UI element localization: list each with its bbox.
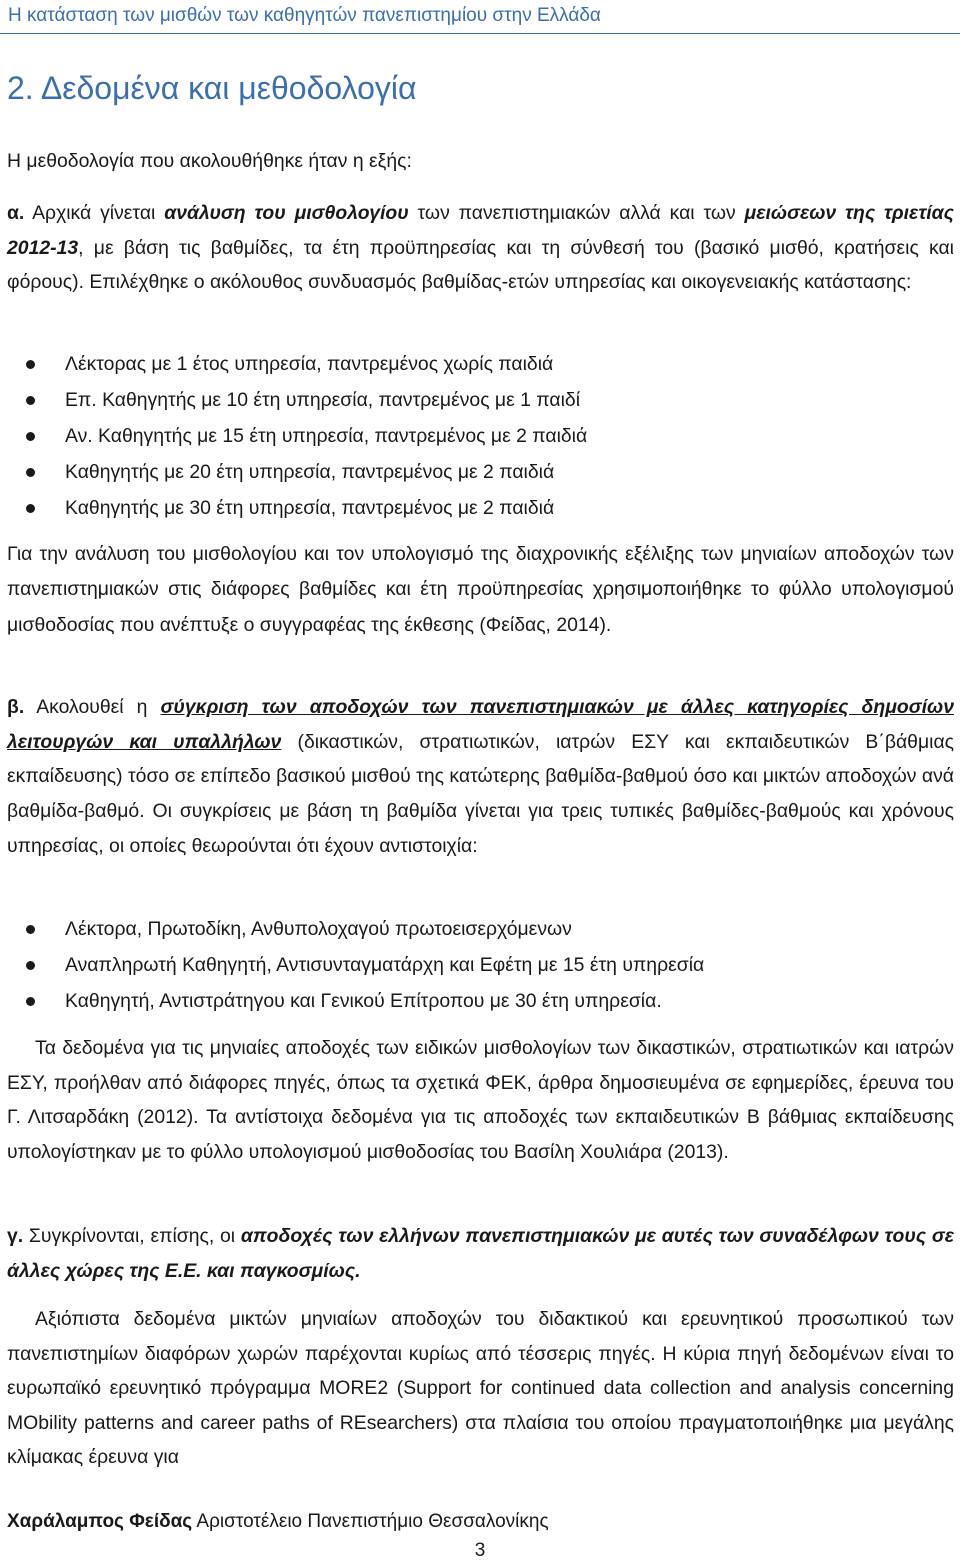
emphasis: ανάλυση του μισθολογίου <box>164 202 409 224</box>
list-item: Καθηγητής με 30 έτη υπηρεσία, παντρεμένος με 2 παιδιά <box>7 490 954 526</box>
list-item: Λέκτορας με 1 έτος υπηρεσία, παντρεμένος χωρίς παιδιά <box>7 346 954 382</box>
list-item: Επ. Καθηγητής με 10 έτη υπηρεσία, παντρεμένος με 1 παιδί <box>7 382 954 418</box>
footer <box>7 1511 549 1533</box>
list-item: Καθηγητής με 20 έτη υπηρεσία, παντρεμένος με 2 παιδιά <box>7 454 954 490</box>
comparison-list <box>7 911 954 1019</box>
list-item: Αναπληρωτή Καθηγητή, Αντισυνταγματάρχη και Εφέτη με 15 έτη υπηρεσία <box>7 947 954 983</box>
marker-alpha: α. <box>7 202 25 224</box>
grade-list <box>7 346 954 526</box>
footer-author: Χαράλαμπος Φείδας <box>7 1511 193 1532</box>
running-header: Η κατάσταση των μισθών των καθηγητών πανεπιστημίου στην Ελλάδα <box>0 0 960 34</box>
paragraph-gamma: γ. Συγκρίνονται, επίσης, οι αποδοχές των ελλήνων πανεπιστημιακών με αυτές των συναδέλφων τους σε άλλες χώρες της Ε.Ε. και παγκοσμίως. <box>7 1225 954 1282</box>
paragraph-analysis: Για την ανάλυση του μισθολογίου και τον υπολογισμό της διαχρονικής εξέλιξης των μηνιαίων αποδοχών των πανεπιστημιακών στις διάφορες βαθμίδες και έτη προϋπηρεσίας χρησιμοποιήθηκε το φύλλο υπολογισμού μισθοδοσίας που ανέπτυξε ο συγγραφέας της έκθεσης (Φείδας, 2014). <box>7 543 954 636</box>
list-item: Καθηγητή, Αντιστράτηγου και Γενικού Επίτροπου με 30 έτη υπηρεσία. <box>7 983 954 1019</box>
emphasis: σύγκριση των αποδοχών των πανεπιστημιακών με άλλες κατηγορίες δημοσίων λειτουργών και υπαλλήλων <box>7 696 954 753</box>
page-number: 3 <box>474 1540 486 1561</box>
list-item: Αν. Καθηγητής με 15 έτη υπηρεσία, παντρεμένος με 2 παιδιά <box>7 418 954 454</box>
paragraph-beta: β. Ακολουθεί η σύγκριση των αποδοχών των πανεπιστημιακών με άλλες κατηγορίες δημοσίων λειτουργών και υπαλλήλων (δικαστικών, στρατιωτικών, ιατρών ΕΣΥ και εκπαιδευτικών Β΄βάθμιας εκπαίδευσης) τόσο σε επίπεδο βασικού μισθού της κατώτερης βαθμίδα-βαθμού όσο και μικτών αποδοχών ανά βαθμίδα-βαθμό. Οι συγκρίσεις με βάση τη βαθμίδα γίνεται για τρεις τυπικές βαθμίδες-βαθμούς και χρόνους υπηρεσίας, οι οποίες θεωρούνται ότι έχουν αντιστοιχία: <box>7 696 955 857</box>
section-heading: 2. Δεδομένα και μεθοδολογία <box>7 70 417 106</box>
footer-institution: Αριστοτέλειο Πανεπιστήμιο Θεσσαλονίκης <box>192 1511 549 1532</box>
intro-line: Η μεθοδολογία που ακολουθήθηκε ήταν η εξής: <box>7 150 412 172</box>
paragraph-sources: Τα δεδομένα για τις μηνιαίες αποδοχές των ειδικών μισθολογίων των δικαστικών, στρατιωτικών και ιατρών ΕΣΥ, προήλθαν από διάφορες πηγές, όπως τα σχετικά ΦΕΚ, άρθρα δημοσιευμένα σε εφημερίδες, έρευνα του Γ. Λιτσαρδάκη (2012). Τα αντίστοιχα δεδομένα για τις αποδοχές των εκπαιδευτικών Β βάθμιας εκπαίδευσης υπολογίστηκαν με το φύλλο υπολογισμού μισθοδοσίας του Βασίλη Χουλιάρα (2013). <box>7 1037 954 1164</box>
list-item: Λέκτορα, Πρωτοδίκη, Ανθυπολοχαγού πρωτοεισερχόμενων <box>7 911 954 947</box>
emphasis: αποδοχές των ελλήνων πανεπιστημιακών με αυτές των συναδέλφων τους σε άλλες χώρες της Ε.Ε. και παγκοσμίως. <box>7 1225 954 1282</box>
marker-beta: β. <box>7 696 25 718</box>
paragraph-alpha: α. Αρχικά γίνεται ανάλυση του μισθολογίου των πανεπιστημιακών αλλά και των μειώσεων της τριετίας 2012-13, με βάση τις βαθμίδες, τα έτη προϋπηρεσίας και τη σύνθεσή του (βασικό μισθό, κρατήσεις και φόρους). Επιλέχθηκε ο ακόλουθος συνδυασμός βαθμίδας-ετών υπηρεσίας και οικογενειακής κατάστασης: <box>7 202 954 294</box>
paragraph-more2: Αξιόπιστα δεδομένα μικτών μηνιαίων αποδοχών του διδακτικού και ερευνητικού προσωπικού των πανεπιστημίων διαφόρων χωρών παρέχονται κυρίως από τέσσερις πηγές. Η κύρια πηγή δεδομένων είναι το ευρωπαϊκό ερευνητικό πρόγραμμα MORE2 (Support for continued data collection and analysis concerning MObility patterns and career paths of REsearchers) στα πλαίσια του οποίου πραγματοποιήθηκε μια μεγάλης κλίμακας έρευνα για <box>7 1308 954 1468</box>
marker-gamma: γ. <box>7 1225 24 1247</box>
emphasis: μειώσεων της τριετίας 2012-13 <box>7 202 954 259</box>
